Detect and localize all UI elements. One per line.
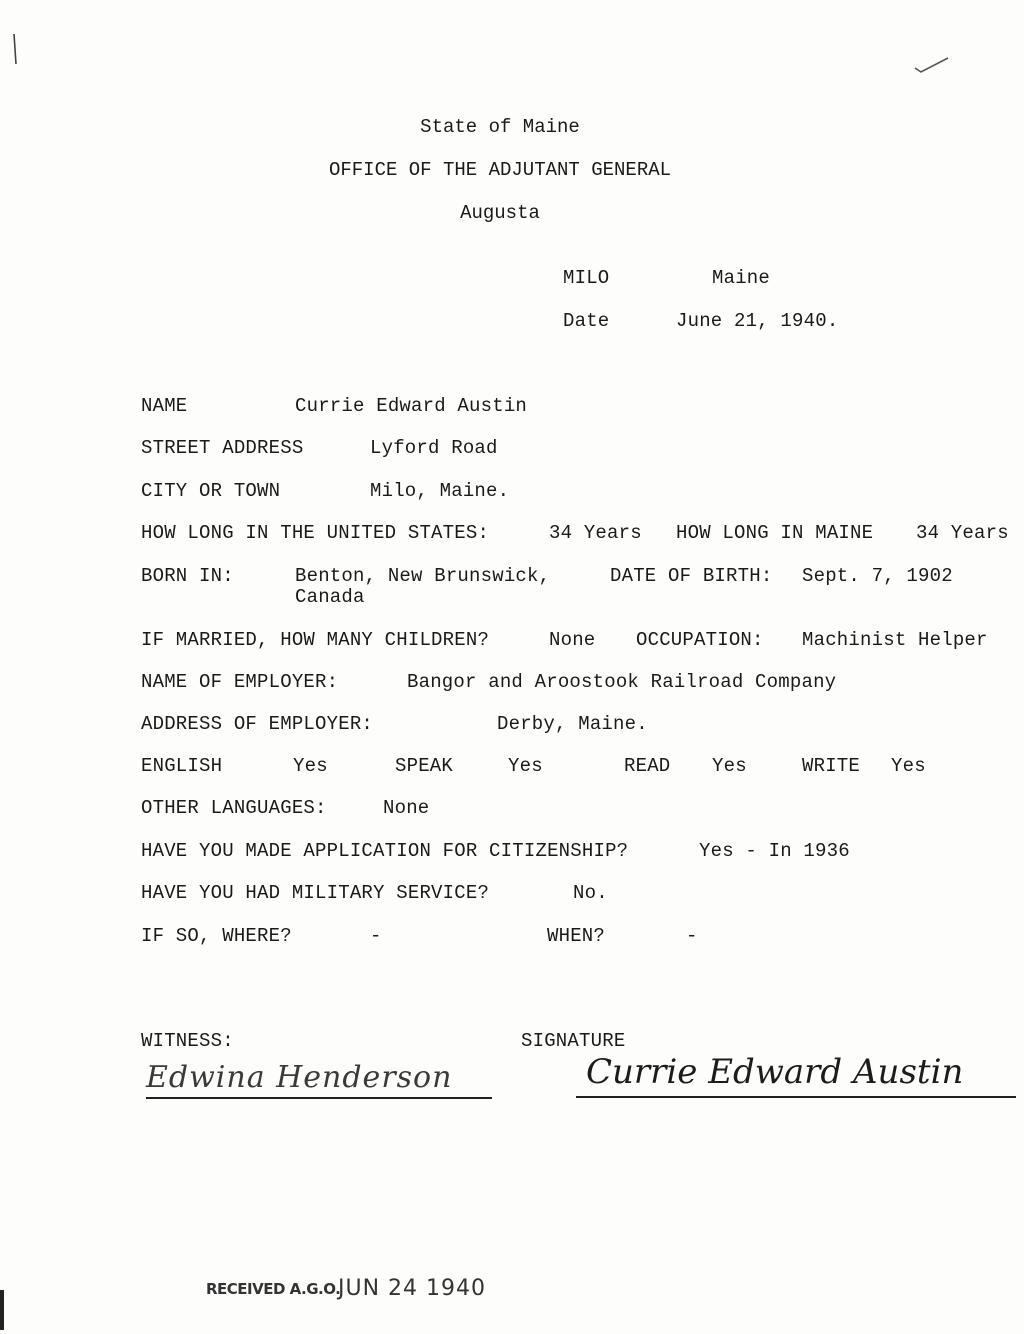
location-state: Maine: [712, 267, 771, 289]
street-value: Lyford Road: [370, 437, 498, 459]
scan-mark-icon: [6, 30, 26, 70]
employer-value: Bangor and Aroostook Railroad Company: [407, 671, 837, 693]
witness-signature: Edwina Henderson: [146, 1060, 453, 1095]
date-label: Date: [563, 310, 610, 332]
born-value-line1: Benton, New Brunswick,: [295, 565, 551, 587]
received-stamp-label: RECEIVED A.G.O.: [206, 1280, 341, 1298]
city-value: Milo, Maine.: [370, 480, 510, 502]
header-office: OFFICE OF THE ADJUTANT GENERAL: [328, 159, 672, 181]
where-value: -: [370, 925, 382, 947]
witness-signature-line: [146, 1097, 492, 1099]
us-duration-value: 34 Years: [549, 522, 642, 544]
street-label: STREET ADDRESS: [141, 437, 304, 459]
applicant-signature: Currie Edward Austin: [586, 1052, 964, 1092]
other-languages-value: None: [383, 797, 430, 819]
occupation-label: OCCUPATION:: [636, 629, 764, 651]
when-label: WHEN?: [547, 925, 606, 947]
date-value: June 21, 1940.: [676, 310, 839, 332]
write-value: Yes: [891, 755, 926, 777]
name-value: Currie Edward Austin: [295, 395, 528, 417]
city-label: CITY OR TOWN: [141, 480, 281, 502]
name-label: NAME: [141, 395, 188, 417]
other-languages-label: OTHER LANGUAGES:: [141, 797, 327, 819]
us-duration-label: HOW LONG IN THE UNITED STATES:: [141, 522, 490, 544]
signature-label: SIGNATURE: [521, 1030, 626, 1052]
married-value: None: [549, 629, 596, 651]
married-label: IF MARRIED, HOW MANY CHILDREN?: [141, 629, 490, 651]
received-stamp-date: JUN 24 1940: [338, 1276, 487, 1301]
maine-duration-value: 34 Years: [916, 522, 1009, 544]
maine-duration-label: HOW LONG IN MAINE: [676, 522, 874, 544]
occupation-value: Machinist Helper: [802, 629, 988, 651]
write-label: WRITE: [802, 755, 861, 777]
applicant-signature-line: [576, 1096, 1016, 1098]
born-label: BORN IN:: [141, 565, 234, 587]
location-town: MILO: [563, 267, 610, 289]
dob-label: DATE OF BIRTH:: [610, 565, 773, 587]
citizenship-label: HAVE YOU MADE APPLICATION FOR CITIZENSHIP?: [141, 840, 629, 862]
read-label: READ: [624, 755, 671, 777]
when-value: -: [686, 925, 698, 947]
citizenship-value: Yes - In 1936: [699, 840, 850, 862]
header-state: State of Maine: [420, 116, 580, 138]
where-label: IF SO, WHERE?: [141, 925, 292, 947]
dob-value: Sept. 7, 1902: [802, 565, 953, 587]
employer-address-value: Derby, Maine.: [497, 713, 648, 735]
employer-label: NAME OF EMPLOYER:: [141, 671, 339, 693]
witness-label: WITNESS:: [141, 1030, 234, 1052]
employer-address-label: ADDRESS OF EMPLOYER:: [141, 713, 374, 735]
born-value-line2: Canada: [295, 586, 365, 608]
military-label: HAVE YOU HAD MILITARY SERVICE?: [141, 882, 490, 904]
header-city: Augusta: [460, 202, 540, 224]
read-value: Yes: [712, 755, 747, 777]
check-mark-icon: [912, 52, 952, 76]
military-value: No.: [573, 882, 608, 904]
speak-label: SPEAK: [395, 755, 454, 777]
scan-edge-mark: [0, 1290, 4, 1330]
english-value: Yes: [293, 755, 328, 777]
english-label: ENGLISH: [141, 755, 223, 777]
speak-value: Yes: [508, 755, 543, 777]
